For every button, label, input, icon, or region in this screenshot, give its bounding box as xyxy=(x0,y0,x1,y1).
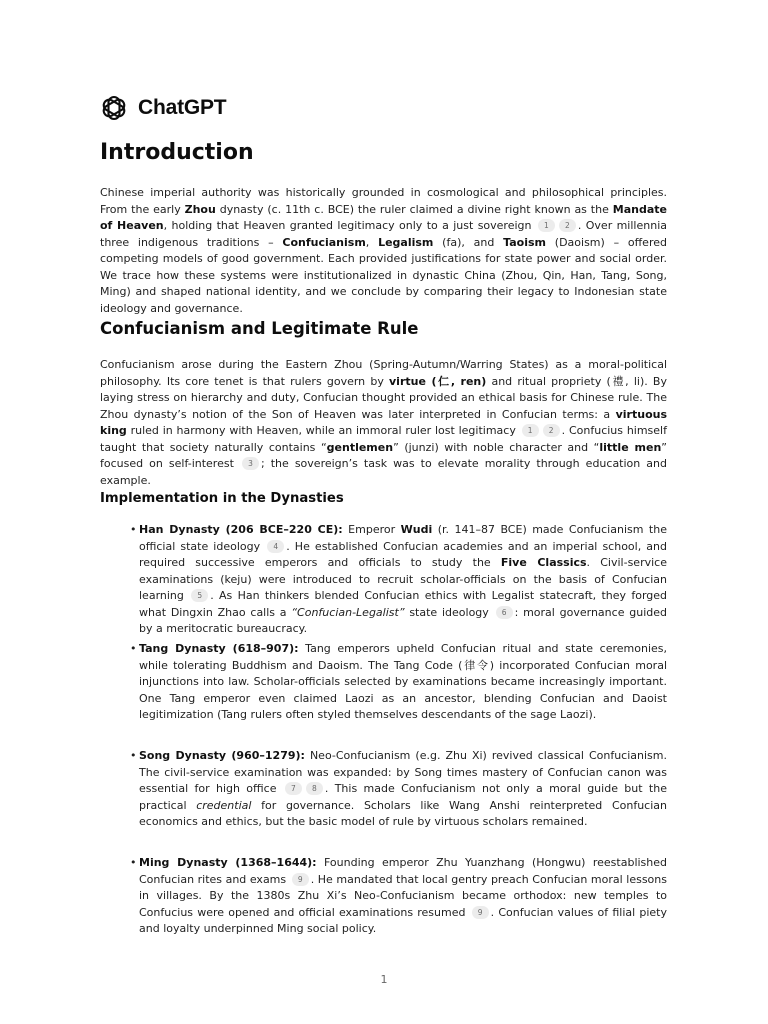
text-segment: Founding emperor Zhu Yuanzhang (Hongwu) reestablished Confucian rites and exams xyxy=(139,856,668,886)
text-segment: gentlemen xyxy=(326,440,394,454)
text-segment: “Confucian-Legalist” xyxy=(291,605,405,619)
text-segment: Chinese imperial authority was historically grounded in cosmological and philosophical principles. From the early xyxy=(100,186,667,216)
intro-heading: Introduction xyxy=(100,140,254,165)
list-item-ming xyxy=(126,855,667,939)
citation-badge[interactable]: 5 xyxy=(191,589,208,602)
text-segment: ” focused on self-interest xyxy=(100,440,667,470)
text-segment: Tang emperors upheld Confucian ritual and state ceremonies, while tolerating Buddhism and Daoism. The Tang Code (律令) incorporated Confucian moral injunctions into law. Scholar-officials selected by examinations became increasingly important. One Tang emperor even claimed Laozi as an ancestor, blending Confucian and Daoist legitimization (Tang rulers often styled themselves descendants of the sage Laozi). xyxy=(139,642,667,721)
text-segment: ruled in harmony with Heaven, while an immoral ruler lost legitimacy xyxy=(126,424,520,437)
subsection-heading: Implementation in the Dynasties xyxy=(100,491,344,506)
brand-header xyxy=(100,94,226,122)
text-segment: Five Classics xyxy=(500,556,587,569)
list-item-han xyxy=(126,522,667,641)
text-segment: ; the sovereign’s task was to elevate morality through education and example. xyxy=(100,457,667,487)
text-segment: . He established Confucian academies and an imperial school, and required successive emperors and officials to study the xyxy=(139,539,667,569)
text-segment: (r. 141–87 BCE) made Confucianism the official state ideology xyxy=(139,523,667,553)
text-segment: credential xyxy=(196,798,252,812)
citation-badge[interactable]: 4 xyxy=(267,540,284,553)
text-segment: Tang Dynasty (618–907): xyxy=(139,642,299,655)
text-segment: : moral governance guided by a meritocratic bureaucracy. xyxy=(139,605,667,635)
text-segment: Neo-Confucianism (e.g. Zhu Xi) revived classical Confucianism. The civil-service examination was expanded: by Song times mastery of Confucian canon was essential for high office xyxy=(139,749,667,795)
text-segment: Song Dynasty (960–1279): xyxy=(139,749,305,762)
citation-badge[interactable]: 8 xyxy=(306,782,323,795)
list-item-song xyxy=(126,748,667,855)
text-segment: . Over millennia three indigenous traditions – xyxy=(100,219,667,249)
citation-badge[interactable]: 3 xyxy=(242,457,259,470)
text-segment: Taoism xyxy=(503,235,546,249)
text-segment: . He mandated that local gentry preach Confucian moral lessons in villages. By the 1380s Zhu Xi’s Neo-Confucianism became orthodox: new temples to Confucius were opened and official examinations resumed xyxy=(139,872,667,919)
text-segment: Zhou xyxy=(184,202,216,216)
text-segment: Wudi xyxy=(400,523,433,536)
text-segment: dynasty (c. 11th c. BCE) the ruler claimed a divine right known as the xyxy=(215,202,613,216)
citation-badge[interactable]: 7 xyxy=(285,782,302,795)
text-segment: . This made Confucianism not only a moral guide but the practical xyxy=(139,782,667,812)
citation-badge[interactable]: 2 xyxy=(559,219,576,232)
text-segment: Confucianism arose during the Eastern Zhou (Spring-Autumn/Warring States) as a moral-political philosophy. Its core tenet is that rulers govern by xyxy=(100,358,667,388)
text-segment: . Confucius himself taught that society naturally contains “ xyxy=(100,424,667,454)
text-segment: . As Han thinkers blended Confucian ethics with Legalist statecraft, they forged what Dingxin Zhao calls a xyxy=(139,589,668,619)
text-segment: . Civil-service examinations (keju) were introduced to recruit scholar-officials on the basis of Confucian learning xyxy=(139,556,667,602)
text-segment: and ritual propriety (禮, li). By laying stress on hierarchy and duty, Confucian thought provided an ethical basis for Chinese rule. The Zhou dynasty’s notion of the Son of Heaven was later interpreted in Confucian terms: a xyxy=(100,374,667,421)
text-segment: for governance. Scholars like Wang Anshi reinterpreted Confucian economics and ethics, but the basic model of rule by virtuous scholars remained. xyxy=(139,798,667,828)
citation-badge[interactable]: 1 xyxy=(522,424,539,437)
section-heading: Confucianism and Legitimate Rule xyxy=(100,319,419,338)
text-segment: , holding that Heaven granted legitimacy only to a just sovereign xyxy=(163,219,536,232)
text-segment: Legalism xyxy=(378,235,434,249)
text-segment: , xyxy=(365,235,379,249)
citation-badge[interactable]: 9 xyxy=(472,906,489,919)
page-number: 1 xyxy=(380,973,388,986)
text-segment: (fa), and xyxy=(433,235,504,249)
text-segment: Ming Dynasty (1368–1644): xyxy=(139,856,317,869)
brand-name: ChatGPT xyxy=(138,96,227,119)
intro-paragraph xyxy=(100,185,667,317)
text-segment: ” (junzi) with noble character and “ xyxy=(393,440,600,454)
text-segment: Emperor xyxy=(342,523,401,536)
citation-badge[interactable]: 9 xyxy=(292,873,309,886)
text-segment: (Daoism) – offered competing models of good government. Each provided justifications for state power and social order. We trace how these systems were institutionalized in dynastic China (Zhou, Qin, Han, Tang, Song, Ming) and shaped national identity, and we conclude by comparing their legacy to Indonesian state ideology and governance. xyxy=(100,235,667,315)
section-paragraph xyxy=(100,357,667,489)
text-segment: . Confucian values of filial piety and loyalty underpinned Ming social policy. xyxy=(139,905,668,935)
text-segment: little men xyxy=(599,440,662,454)
citation-badge[interactable]: 6 xyxy=(496,606,513,619)
text-segment: Han Dynasty (206 BCE–220 CE): xyxy=(139,523,343,536)
list-item-tang xyxy=(126,641,667,748)
openai-logo-icon xyxy=(100,94,128,122)
dynasty-list xyxy=(126,522,667,939)
citation-badge[interactable]: 1 xyxy=(538,219,555,232)
text-segment: Confucianism xyxy=(282,235,366,249)
text-segment: virtuous king xyxy=(100,407,667,437)
citation-badge[interactable]: 2 xyxy=(543,424,560,437)
text-segment: state ideology xyxy=(404,605,494,619)
text-segment: Mandate of Heaven xyxy=(100,202,667,232)
text-segment: virtue (仁, ren) xyxy=(389,374,487,388)
